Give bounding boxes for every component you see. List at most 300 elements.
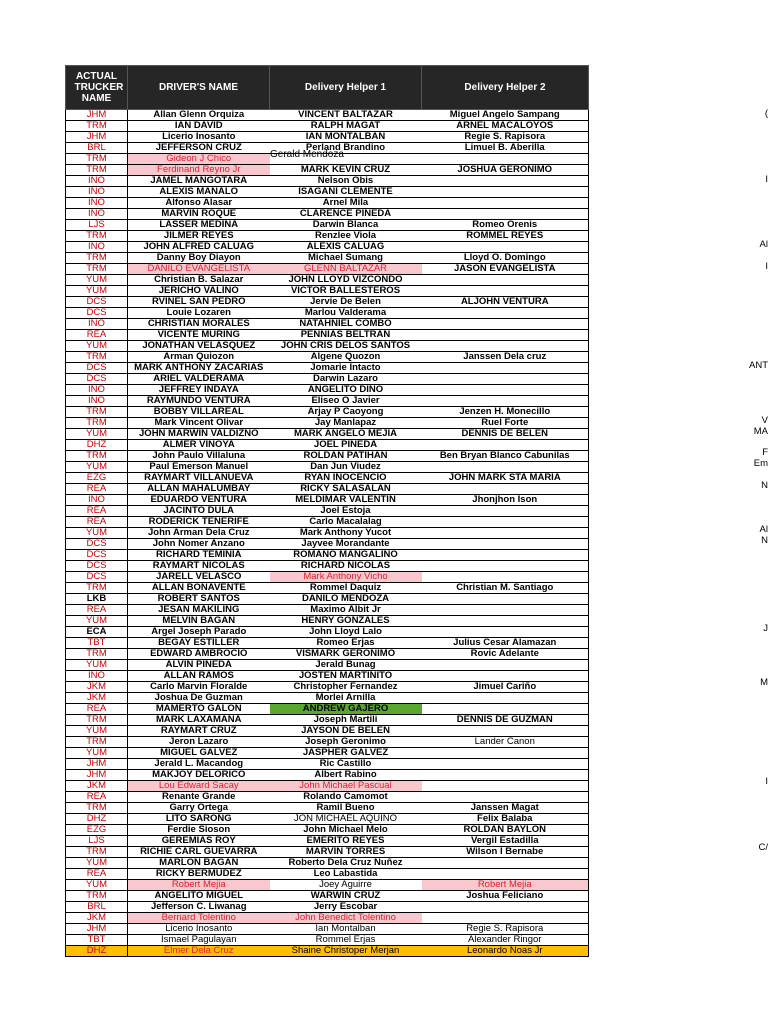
- helper-2-cell[interactable]: Ruel Forte: [422, 418, 589, 429]
- trucker-code-cell[interactable]: LJS: [66, 836, 128, 847]
- helper-1-cell[interactable]: VISMARK GERONIMO: [270, 649, 422, 660]
- trucker-code-cell[interactable]: TRM: [66, 737, 128, 748]
- helper-1-cell[interactable]: Marlou Valderama: [270, 308, 422, 319]
- trucker-code-cell[interactable]: JKM: [66, 693, 128, 704]
- helper-2-cell[interactable]: Regie S. Rapisora: [422, 924, 589, 935]
- trucker-code-cell[interactable]: JHM: [66, 924, 128, 935]
- helper-1-cell[interactable]: Morlei Arnilla: [270, 693, 422, 704]
- trucker-code-cell[interactable]: DCS: [66, 561, 128, 572]
- driver-name-cell[interactable]: Danny Boy Diayon: [128, 253, 270, 264]
- trucker-code-cell[interactable]: DHZ: [66, 440, 128, 451]
- helper-1-cell[interactable]: Jervie De Belen: [270, 297, 422, 308]
- driver-name-cell[interactable]: Christian B. Salazar: [128, 275, 270, 286]
- trucker-code-cell[interactable]: YUM: [66, 660, 128, 671]
- helper-1-cell[interactable]: Joel Estoja: [270, 506, 422, 517]
- trucker-code-cell[interactable]: YUM: [66, 748, 128, 759]
- helper-1-cell[interactable]: Ramil Bueno: [270, 803, 422, 814]
- helper-1-cell[interactable]: John Lloyd Lalo: [270, 627, 422, 638]
- helper-1-cell[interactable]: Christopher Fernandez: [270, 682, 422, 693]
- driver-name-cell[interactable]: RAYMART VILLANUEVA: [128, 473, 270, 484]
- driver-name-cell[interactable]: BEGAY ESTILLER: [128, 638, 270, 649]
- driver-name-cell[interactable]: ALMER VINOYA: [128, 440, 270, 451]
- helper-2-cell[interactable]: [422, 605, 589, 616]
- driver-name-cell[interactable]: MELVIN BAGAN: [128, 616, 270, 627]
- trucker-code-cell[interactable]: REA: [66, 869, 128, 880]
- driver-name-cell[interactable]: Jerald L. Macandog: [128, 759, 270, 770]
- driver-name-cell[interactable]: JARELL VELASCO: [128, 572, 270, 583]
- trucker-code-cell[interactable]: YUM: [66, 286, 128, 297]
- driver-name-cell[interactable]: CHRISTIAN MORALES: [128, 319, 270, 330]
- driver-name-cell[interactable]: John Arman Dela Cruz: [128, 528, 270, 539]
- driver-name-cell[interactable]: Ismael Pagulayan: [128, 935, 270, 946]
- driver-name-cell[interactable]: ANGELITO MIGUEL: [128, 891, 270, 902]
- helper-2-cell[interactable]: Limuel B. Aberilla: [422, 143, 589, 154]
- helper-1-cell[interactable]: VINCENT BALTAZAR: [270, 110, 422, 121]
- helper-2-cell[interactable]: ALJOHN VENTURA: [422, 297, 589, 308]
- driver-name-cell[interactable]: John Nomer Anzano: [128, 539, 270, 550]
- helper-2-cell[interactable]: Alexander Ringor: [422, 935, 589, 946]
- helper-1-cell[interactable]: RALPH MAGAT: [270, 121, 422, 132]
- helper-2-cell[interactable]: JASON EVANGELISTA: [422, 264, 589, 275]
- helper-2-cell[interactable]: Jimuel Cariño: [422, 682, 589, 693]
- driver-name-cell[interactable]: Ferdie Sioson: [128, 825, 270, 836]
- helper-2-cell[interactable]: Regie S. Rapisora: [422, 132, 589, 143]
- helper-1-cell[interactable]: Jay Manlapaz: [270, 418, 422, 429]
- helper-2-cell[interactable]: [422, 550, 589, 561]
- driver-name-cell[interactable]: Paul Emerson Manuel: [128, 462, 270, 473]
- helper-2-cell[interactable]: Leonardo Noas Jr: [422, 946, 589, 957]
- helper-2-cell[interactable]: [422, 704, 589, 715]
- helper-1-cell[interactable]: MARK ANGELO MEJIA: [270, 429, 422, 440]
- trucker-code-cell[interactable]: TRM: [66, 803, 128, 814]
- helper-2-cell[interactable]: [422, 330, 589, 341]
- helper-2-cell[interactable]: [422, 759, 589, 770]
- trucker-code-cell[interactable]: YUM: [66, 429, 128, 440]
- helper-2-cell[interactable]: [422, 792, 589, 803]
- driver-name-cell[interactable]: DANILO EVANGELISTA: [128, 264, 270, 275]
- helper-1-cell[interactable]: Mark Anthony Vicho: [270, 572, 422, 583]
- helper-2-cell[interactable]: [422, 187, 589, 198]
- helper-1-cell[interactable]: EMERITO REYES: [270, 836, 422, 847]
- trucker-code-cell[interactable]: REA: [66, 704, 128, 715]
- driver-name-cell[interactable]: IAN DAVID: [128, 121, 270, 132]
- helper-1-cell[interactable]: Dan Jun Viudez: [270, 462, 422, 473]
- helper-1-cell[interactable]: Renzlee Viola: [270, 231, 422, 242]
- trucker-code-cell[interactable]: ECA: [66, 627, 128, 638]
- trucker-code-cell[interactable]: TRM: [66, 407, 128, 418]
- helper-2-cell[interactable]: Miguel Angelo Sampang: [422, 110, 589, 121]
- helper-2-cell[interactable]: [422, 770, 589, 781]
- helper-1-cell[interactable]: Leo Labastida: [270, 869, 422, 880]
- driver-name-cell[interactable]: RVINEL SAN PEDRO: [128, 297, 270, 308]
- driver-name-cell[interactable]: ARIEL VALDERAMA: [128, 374, 270, 385]
- helper-1-cell[interactable]: Darwin Blanca: [270, 220, 422, 231]
- helper-1-cell[interactable]: Arnel Mila: [270, 198, 422, 209]
- helper-2-cell[interactable]: [422, 517, 589, 528]
- header-driver[interactable]: DRIVER'S NAME: [128, 66, 270, 110]
- trucker-code-cell[interactable]: INO: [66, 671, 128, 682]
- header-trucker[interactable]: ACTUAL TRUCKER NAME: [66, 66, 128, 110]
- helper-1-cell[interactable]: Nelson Obis: [270, 176, 422, 187]
- helper-1-cell[interactable]: Joseph Martili: [270, 715, 422, 726]
- helper-1-cell[interactable]: Joey Aguirre: [270, 880, 422, 891]
- helper-1-cell[interactable]: MARK KEVIN CRUZ: [270, 165, 422, 176]
- helper-2-cell[interactable]: Robert Mejia: [422, 880, 589, 891]
- helper-1-cell[interactable]: Jayvee Morandante: [270, 539, 422, 550]
- helper-2-cell[interactable]: [422, 693, 589, 704]
- driver-name-cell[interactable]: Arman Quiozon: [128, 352, 270, 363]
- driver-name-cell[interactable]: Jeron Lazaro: [128, 737, 270, 748]
- helper-2-cell[interactable]: ROMMEL REYES: [422, 231, 589, 242]
- helper-1-cell[interactable]: Perland Brandino: [270, 143, 422, 154]
- driver-name-cell[interactable]: Elmer Dela Cruz: [128, 946, 270, 957]
- trucker-code-cell[interactable]: INO: [66, 187, 128, 198]
- helper-1-cell[interactable]: JOEL PINEDA: [270, 440, 422, 451]
- driver-name-cell[interactable]: Alfonso Alasar: [128, 198, 270, 209]
- trucker-code-cell[interactable]: INO: [66, 319, 128, 330]
- driver-name-cell[interactable]: JAMEL MANGOTARA: [128, 176, 270, 187]
- helper-2-cell[interactable]: Lloyd O. Domingo: [422, 253, 589, 264]
- helper-2-cell[interactable]: Romeo Orenis: [422, 220, 589, 231]
- driver-name-cell[interactable]: John Paulo Villaluna: [128, 451, 270, 462]
- trucker-code-cell[interactable]: TRM: [66, 847, 128, 858]
- helper-1-cell[interactable]: John Michael Melo: [270, 825, 422, 836]
- trucker-code-cell[interactable]: REA: [66, 605, 128, 616]
- helper-2-cell[interactable]: Felix Balaba: [422, 814, 589, 825]
- helper-1-cell[interactable]: ROMANO MANGALINO: [270, 550, 422, 561]
- helper-2-cell[interactable]: [422, 198, 589, 209]
- helper-2-cell[interactable]: [422, 385, 589, 396]
- trucker-code-cell[interactable]: TRM: [66, 352, 128, 363]
- helper-2-cell[interactable]: Janssen Dela cruz: [422, 352, 589, 363]
- trucker-code-cell[interactable]: INO: [66, 242, 128, 253]
- helper-1-cell[interactable]: RYAN INOCENCIO: [270, 473, 422, 484]
- helper-2-cell[interactable]: [422, 154, 589, 165]
- driver-name-cell[interactable]: RAYMART CRUZ: [128, 726, 270, 737]
- trucker-code-cell[interactable]: TRM: [66, 451, 128, 462]
- driver-name-cell[interactable]: Licerio Inosanto: [128, 924, 270, 935]
- helper-2-cell[interactable]: [422, 858, 589, 869]
- driver-name-cell[interactable]: Allan Glenn Orquiza: [128, 110, 270, 121]
- driver-name-cell[interactable]: MAKJOY DELORICO: [128, 770, 270, 781]
- driver-name-cell[interactable]: JOHN MARWIN VALDIZNO: [128, 429, 270, 440]
- helper-2-cell[interactable]: [422, 319, 589, 330]
- helper-2-cell[interactable]: [422, 726, 589, 737]
- trucker-code-cell[interactable]: TRM: [66, 121, 128, 132]
- helper-1-cell[interactable]: Joseph Geronimo: [270, 737, 422, 748]
- helper-2-cell[interactable]: [422, 572, 589, 583]
- helper-1-cell[interactable]: ANGELITO DINO: [270, 385, 422, 396]
- trucker-code-cell[interactable]: TBT: [66, 638, 128, 649]
- driver-name-cell[interactable]: Mark Vincent Olivar: [128, 418, 270, 429]
- trucker-code-cell[interactable]: LJS: [66, 220, 128, 231]
- trucker-code-cell[interactable]: YUM: [66, 880, 128, 891]
- helper-2-cell[interactable]: Joshua Feliciano: [422, 891, 589, 902]
- trucker-code-cell[interactable]: INO: [66, 209, 128, 220]
- helper-2-cell[interactable]: JOHN MARK STA MARIA: [422, 473, 589, 484]
- trucker-code-cell[interactable]: DCS: [66, 297, 128, 308]
- helper-1-cell[interactable]: Maximo Albit Jr: [270, 605, 422, 616]
- helper-1-cell[interactable]: Rommel Daquiz: [270, 583, 422, 594]
- driver-name-cell[interactable]: RAYMART NICOLAS: [128, 561, 270, 572]
- helper-1-cell[interactable]: MELDIMAR VALENTIN: [270, 495, 422, 506]
- driver-name-cell[interactable]: JEFFREY INDAYA: [128, 385, 270, 396]
- helper-2-cell[interactable]: [422, 506, 589, 517]
- trucker-code-cell[interactable]: YUM: [66, 616, 128, 627]
- driver-name-cell[interactable]: Jefferson C. Liwanag: [128, 902, 270, 913]
- trucker-code-cell[interactable]: JHM: [66, 132, 128, 143]
- trucker-code-cell[interactable]: INO: [66, 385, 128, 396]
- trucker-code-cell[interactable]: TRM: [66, 165, 128, 176]
- helper-2-cell[interactable]: Jenzen H. Monecillo: [422, 407, 589, 418]
- driver-name-cell[interactable]: Lou Edward Sacay: [128, 781, 270, 792]
- helper-2-cell[interactable]: [422, 374, 589, 385]
- helper-2-cell[interactable]: ROLDAN BAYLON: [422, 825, 589, 836]
- trucker-code-cell[interactable]: DCS: [66, 572, 128, 583]
- trucker-code-cell[interactable]: DHZ: [66, 814, 128, 825]
- helper-2-cell[interactable]: [422, 781, 589, 792]
- helper-2-cell[interactable]: [422, 528, 589, 539]
- trucker-code-cell[interactable]: TRM: [66, 253, 128, 264]
- helper-1-cell[interactable]: JOSTEN MARTINITO: [270, 671, 422, 682]
- helper-2-cell[interactable]: [422, 660, 589, 671]
- helper-1-cell[interactable]: ANDREW GAJERO: [270, 704, 422, 715]
- driver-name-cell[interactable]: EDUARDO VENTURA: [128, 495, 270, 506]
- trucker-code-cell[interactable]: DCS: [66, 308, 128, 319]
- helper-1-cell[interactable]: Michael Sumang: [270, 253, 422, 264]
- helper-2-cell[interactable]: [422, 869, 589, 880]
- helper-1-cell[interactable]: Rolando Camomot: [270, 792, 422, 803]
- helper-2-cell[interactable]: [422, 176, 589, 187]
- helper-1-cell[interactable]: NATAHNIEL COMBO: [270, 319, 422, 330]
- helper-2-cell[interactable]: Wilson I Bernabe: [422, 847, 589, 858]
- helper-2-cell[interactable]: [422, 363, 589, 374]
- driver-name-cell[interactable]: Renante Grande: [128, 792, 270, 803]
- driver-name-cell[interactable]: MARK LAXAMANA: [128, 715, 270, 726]
- helper-2-cell[interactable]: Julius Cesar Alamazan: [422, 638, 589, 649]
- helper-1-cell[interactable]: Ian Montalban: [270, 924, 422, 935]
- trucker-code-cell[interactable]: JHM: [66, 110, 128, 121]
- driver-name-cell[interactable]: ALEXIS MANALO: [128, 187, 270, 198]
- driver-name-cell[interactable]: Licerio Inosanto: [128, 132, 270, 143]
- trucker-code-cell[interactable]: YUM: [66, 858, 128, 869]
- trucker-code-cell[interactable]: JHM: [66, 759, 128, 770]
- helper-2-cell[interactable]: Ben Bryan Blanco Cabunilas: [422, 451, 589, 462]
- helper-1-cell[interactable]: Eliseo O Javier: [270, 396, 422, 407]
- trucker-code-cell[interactable]: DCS: [66, 374, 128, 385]
- driver-name-cell[interactable]: JACINTO DULA: [128, 506, 270, 517]
- helper-1-cell[interactable]: ROLDAN PATIHAN: [270, 451, 422, 462]
- helper-2-cell[interactable]: [422, 913, 589, 924]
- trucker-code-cell[interactable]: TRM: [66, 231, 128, 242]
- helper-1-cell[interactable]: Algene Quozon: [270, 352, 422, 363]
- driver-name-cell[interactable]: RICHARD TEMINIA: [128, 550, 270, 561]
- driver-name-cell[interactable]: MARK ANTHONY ZACARIAS: [128, 363, 270, 374]
- trucker-code-cell[interactable]: INO: [66, 176, 128, 187]
- helper-1-cell[interactable]: Mark Anthony Yucot: [270, 528, 422, 539]
- trucker-code-cell[interactable]: EZG: [66, 473, 128, 484]
- trucker-code-cell[interactable]: DCS: [66, 550, 128, 561]
- helper-2-cell[interactable]: [422, 671, 589, 682]
- driver-name-cell[interactable]: Bernard Tolentino: [128, 913, 270, 924]
- helper-2-cell[interactable]: DENNIS DE GUZMAN: [422, 715, 589, 726]
- helper-2-cell[interactable]: [422, 484, 589, 495]
- driver-name-cell[interactable]: MARLON BAGAN: [128, 858, 270, 869]
- helper-2-cell[interactable]: ARNEL MACALOYOS: [422, 121, 589, 132]
- helper-1-cell[interactable]: ALEXIS CALUAG: [270, 242, 422, 253]
- driver-name-cell[interactable]: Ferdinand Reyno Jr: [128, 165, 270, 176]
- trucker-code-cell[interactable]: DHZ: [66, 946, 128, 957]
- trucker-code-cell[interactable]: YUM: [66, 528, 128, 539]
- helper-2-cell[interactable]: DENNIS DE BELEN: [422, 429, 589, 440]
- trucker-code-cell[interactable]: REA: [66, 330, 128, 341]
- trucker-code-cell[interactable]: JKM: [66, 913, 128, 924]
- helper-2-cell[interactable]: Janssen Magat: [422, 803, 589, 814]
- helper-1-cell[interactable]: PENNIAS BELTRAN: [270, 330, 422, 341]
- driver-name-cell[interactable]: Garry Ortega: [128, 803, 270, 814]
- trucker-code-cell[interactable]: TRM: [66, 154, 128, 165]
- helper-1-cell[interactable]: HENRY GONZALES: [270, 616, 422, 627]
- driver-name-cell[interactable]: JOHN ALFRED CALUAG: [128, 242, 270, 253]
- driver-name-cell[interactable]: Gideon J Chico: [128, 154, 270, 165]
- helper-2-cell[interactable]: Christian M. Santiago: [422, 583, 589, 594]
- trucker-code-cell[interactable]: INO: [66, 198, 128, 209]
- trucker-code-cell[interactable]: BRL: [66, 143, 128, 154]
- driver-name-cell[interactable]: MAMERTO GALON: [128, 704, 270, 715]
- helper-2-cell[interactable]: [422, 308, 589, 319]
- driver-name-cell[interactable]: Carlo Marvin Floralde: [128, 682, 270, 693]
- helper-2-cell[interactable]: Jhonjhon Ison: [422, 495, 589, 506]
- trucker-code-cell[interactable]: BRL: [66, 902, 128, 913]
- helper-1-cell[interactable]: JOHN LLOYD VIZCONDO: [270, 275, 422, 286]
- driver-name-cell[interactable]: ALVIN PINEDA: [128, 660, 270, 671]
- helper-1-cell[interactable]: JASPHER GALVEZ: [270, 748, 422, 759]
- driver-name-cell[interactable]: JERICHO VALINO: [128, 286, 270, 297]
- helper-1-cell[interactable]: VICTOR BALLESTEROS: [270, 286, 422, 297]
- driver-name-cell[interactable]: RICHIE CARL GUEVARRA: [128, 847, 270, 858]
- trucker-code-cell[interactable]: TRM: [66, 891, 128, 902]
- helper-2-cell[interactable]: JOSHUA GERONIMO: [422, 165, 589, 176]
- helper-1-cell[interactable]: Arjay P Caoyong: [270, 407, 422, 418]
- helper-1-cell[interactable]: Roberto Dela Cruz Nuñez: [270, 858, 422, 869]
- driver-name-cell[interactable]: ALLAN RAMOS: [128, 671, 270, 682]
- driver-name-cell[interactable]: GEREMIAS ROY: [128, 836, 270, 847]
- helper-2-cell[interactable]: [422, 440, 589, 451]
- helper-1-cell[interactable]: IAN MONTALBAN: [270, 132, 422, 143]
- trucker-code-cell[interactable]: REA: [66, 484, 128, 495]
- helper-1-cell[interactable]: Albert Rabino: [270, 770, 422, 781]
- helper-1-cell[interactable]: ISAGANI CLEMENTE: [270, 187, 422, 198]
- helper-2-cell[interactable]: [422, 341, 589, 352]
- helper-2-cell[interactable]: [422, 627, 589, 638]
- helper-1-cell[interactable]: Jerry Escobar: [270, 902, 422, 913]
- driver-name-cell[interactable]: Argel Joseph Parado: [128, 627, 270, 638]
- trucker-code-cell[interactable]: LKB: [66, 594, 128, 605]
- trucker-code-cell[interactable]: TRM: [66, 418, 128, 429]
- trucker-code-cell[interactable]: REA: [66, 792, 128, 803]
- trucker-code-cell[interactable]: TRM: [66, 649, 128, 660]
- helper-1-cell[interactable]: Ric Castillo: [270, 759, 422, 770]
- helper-1-cell[interactable]: Darwin Lazaro: [270, 374, 422, 385]
- trucker-code-cell[interactable]: YUM: [66, 726, 128, 737]
- helper-1-cell[interactable]: JON MICHAEL AQUINO: [270, 814, 422, 825]
- helper-1-cell[interactable]: GLENN BALTAZAR: [270, 264, 422, 275]
- helper-1-cell[interactable]: MARVIN TORRES: [270, 847, 422, 858]
- trucker-code-cell[interactable]: TRM: [66, 715, 128, 726]
- helper-2-cell[interactable]: [422, 902, 589, 913]
- helper-2-cell[interactable]: Vergil Estadilla: [422, 836, 589, 847]
- helper-1-cell[interactable]: Romeo Erjas: [270, 638, 422, 649]
- header-helper-2[interactable]: Delivery Helper 2: [422, 66, 589, 110]
- helper-2-cell[interactable]: [422, 594, 589, 605]
- trucker-code-cell[interactable]: DCS: [66, 363, 128, 374]
- helper-1-cell[interactable]: Jomarie Intacto: [270, 363, 422, 374]
- header-helper-1[interactable]: Delivery Helper 1: [270, 66, 422, 110]
- trucker-code-cell[interactable]: REA: [66, 506, 128, 517]
- driver-name-cell[interactable]: VICENTE MURING: [128, 330, 270, 341]
- driver-name-cell[interactable]: ALLAN BONAVENTE: [128, 583, 270, 594]
- trucker-code-cell[interactable]: JHM: [66, 770, 128, 781]
- trucker-code-cell[interactable]: REA: [66, 517, 128, 528]
- helper-1-cell[interactable]: Shaine Christoper Merjan: [270, 946, 422, 957]
- helper-2-cell[interactable]: [422, 616, 589, 627]
- helper-2-cell[interactable]: [422, 396, 589, 407]
- trucker-code-cell[interactable]: JKM: [66, 781, 128, 792]
- trucker-code-cell[interactable]: JKM: [66, 682, 128, 693]
- driver-name-cell[interactable]: LITO SARONG: [128, 814, 270, 825]
- trucker-code-cell[interactable]: INO: [66, 396, 128, 407]
- driver-name-cell[interactable]: JESAN MAKILING: [128, 605, 270, 616]
- driver-name-cell[interactable]: JONATHAN VELASQUEZ: [128, 341, 270, 352]
- helper-2-cell[interactable]: [422, 561, 589, 572]
- driver-name-cell[interactable]: EDWARD AMBROCIO: [128, 649, 270, 660]
- trucker-code-cell[interactable]: TBT: [66, 935, 128, 946]
- helper-1-cell[interactable]: Jerald Bunag: [270, 660, 422, 671]
- driver-name-cell[interactable]: JEFFERSON CRUZ: [128, 143, 270, 154]
- helper-2-cell[interactable]: [422, 209, 589, 220]
- helper-1-cell[interactable]: RICKY SALASALAN: [270, 484, 422, 495]
- helper-1-cell[interactable]: WARWIN CRUZ: [270, 891, 422, 902]
- trucker-code-cell[interactable]: INO: [66, 495, 128, 506]
- trucker-code-cell[interactable]: TRM: [66, 583, 128, 594]
- helper-2-cell[interactable]: Lander Canon: [422, 737, 589, 748]
- helper-1-cell[interactable]: John Michael Pascual: [270, 781, 422, 792]
- helper-2-cell[interactable]: [422, 242, 589, 253]
- trucker-code-cell[interactable]: EZG: [66, 825, 128, 836]
- driver-name-cell[interactable]: Louie Lozaren: [128, 308, 270, 319]
- helper-1-cell[interactable]: JAYSON DE BELEN: [270, 726, 422, 737]
- trucker-code-cell[interactable]: YUM: [66, 341, 128, 352]
- driver-name-cell[interactable]: MIGUEL GALVEZ: [128, 748, 270, 759]
- driver-name-cell[interactable]: JILMER REYES: [128, 231, 270, 242]
- driver-name-cell[interactable]: Joshua De Guzman: [128, 693, 270, 704]
- helper-2-cell[interactable]: [422, 539, 589, 550]
- driver-name-cell[interactable]: MARVIN ROQUE: [128, 209, 270, 220]
- trucker-code-cell[interactable]: TRM: [66, 264, 128, 275]
- driver-name-cell[interactable]: LASSER MEDINA: [128, 220, 270, 231]
- driver-name-cell[interactable]: BOBBY VILLAREAL: [128, 407, 270, 418]
- driver-name-cell[interactable]: Robert Mejia: [128, 880, 270, 891]
- trucker-code-cell[interactable]: YUM: [66, 462, 128, 473]
- driver-name-cell[interactable]: RAYMUNDO VENTURA: [128, 396, 270, 407]
- driver-name-cell[interactable]: ALLAN MAHALUMBAY: [128, 484, 270, 495]
- helper-1-cell[interactable]: DANILO MENDOZA: [270, 594, 422, 605]
- driver-name-cell[interactable]: RICKY BERMUDEZ: [128, 869, 270, 880]
- helper-2-cell[interactable]: [422, 748, 589, 759]
- trucker-code-cell[interactable]: YUM: [66, 275, 128, 286]
- helper-2-cell[interactable]: Rovic Adelante: [422, 649, 589, 660]
- helper-1-cell[interactable]: CLARENCE PINEDA: [270, 209, 422, 220]
